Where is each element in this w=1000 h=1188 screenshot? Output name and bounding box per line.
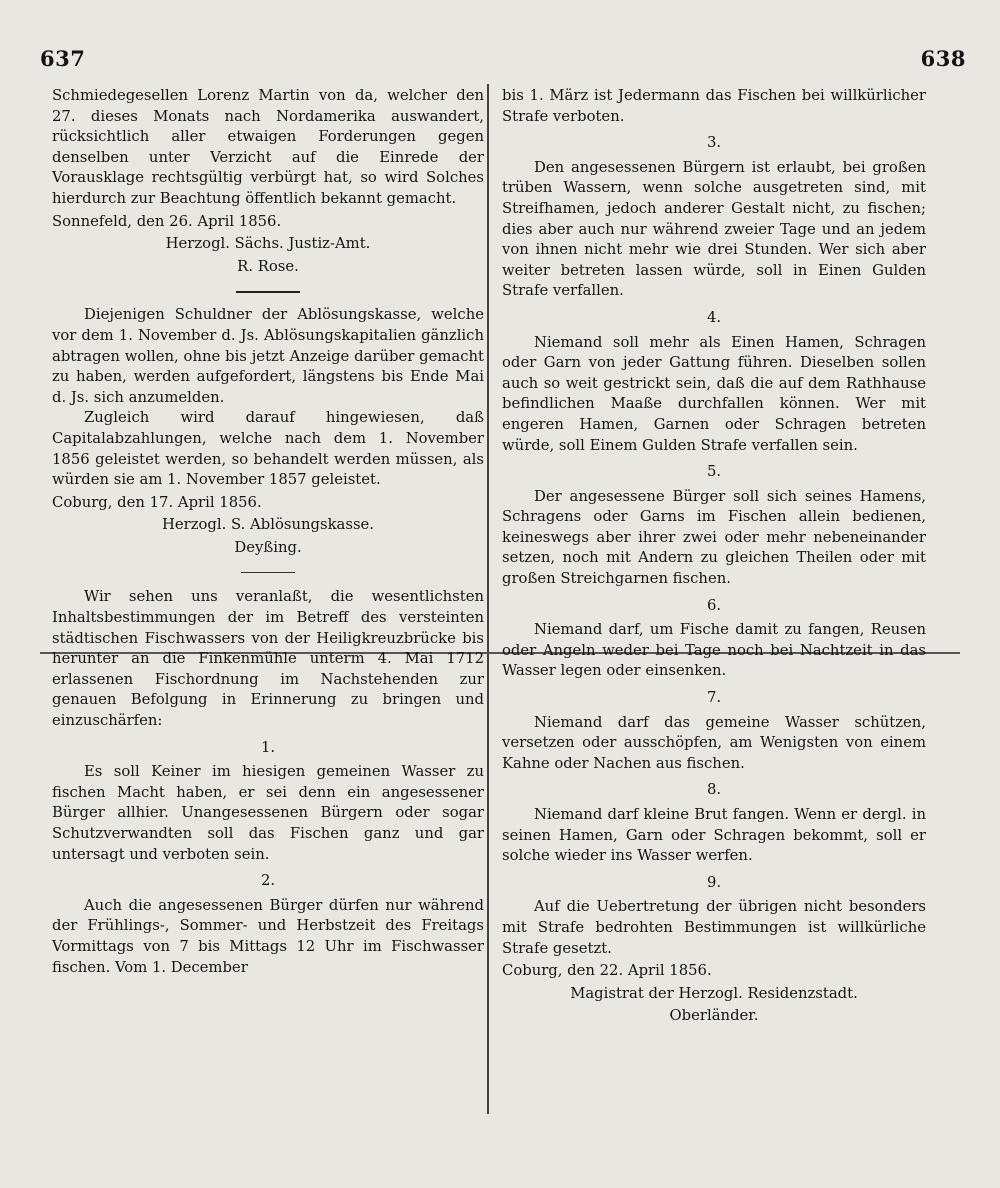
section-6-text: Niemand darf, um Fische damit zu fangen, Reusen oder Angeln weder bei Tage noch bei Nachtzeit in das Wasser legen oder einsenken. xyxy=(502,621,926,680)
section-2-number: 2. xyxy=(260,872,276,890)
section-7-text: Niemand darf das gemeine Wasser schützen, versetzen oder ausschöpfen, am Wenigsten von einem Kahne oder Nachen aus fischen. xyxy=(502,713,926,772)
section-2-text: Auch die angesessenen Bürger dürfen nur während der Frühlings-, Sommer- und Herbstzeit des Freitags Vormittags von 7 bis Mittags 12 Uhr im Fischwasser fischen. Vom 1. December xyxy=(52,896,484,976)
notice-debt-para2: Zugleich wird darauf hingewiesen, daß Capitalabzahlungen, welche nach dem 1. November 1856 geleistet werden, so behandelt werden müssen, als würden sie am 1. November 1857 geleistet. xyxy=(52,409,484,489)
notice-bail-authority: Herzogl. Sächs. Justiz-Amt. xyxy=(165,235,371,253)
notice-debt-date: Coburg, den 17. April 1856. xyxy=(52,493,262,511)
right-column xyxy=(502,86,926,1029)
notice-debt-authority: Herzogl. S. Ablösungskasse. xyxy=(161,516,375,534)
section-9-text: Auf die Uebertretung der übrigen nicht besonders mit Strafe bedrohten Bestimmungen ist willkürliche Strafe gesetzt. xyxy=(502,898,926,957)
section-3-text: Den angesessenen Bürgern ist erlaubt, bei großen trüben Wassern, wenn solche ausgetreten sind, mit Streifhamen, jedoch anderer Gestalt nicht, zu fischen; dies aber auch nur während zweier Tage und an jedem von ihnen nicht mehr wie drei Stunden. Wer sich aber weiter betreten lassen würde, soll in Einen Gulden Strafe verfallen. xyxy=(502,158,926,300)
column-divider xyxy=(487,84,489,1114)
fishing-notice-signature: Oberländer. xyxy=(669,1007,759,1025)
section-3-number: 3. xyxy=(706,134,722,152)
fishing-notice-date: Coburg, den 22. April 1856. xyxy=(502,962,712,980)
section-8-number: 8. xyxy=(706,781,722,799)
section-5-number: 5. xyxy=(706,463,722,481)
page-number-left: 637 xyxy=(40,46,86,71)
section-8-text: Niemand darf kleine Brut fangen. Wenn er dergl. in seinen Hamen, Garn oder Schragen bekommt, soll er solche wieder ins Wasser werfen. xyxy=(502,806,926,865)
separator xyxy=(236,291,300,293)
fishing-intro: Wir sehen uns veranlaßt, die wesentlichsten Inhaltsbestimmungen der im Betreff des versteinten städtischen Fischwassers von der Heiligkreuzbrücke bis herunter an die Finkenmühle unterm 4. Mai 1712 erlassenen Fischordnung im Nachstehenden zur genauen Befolgung in Erinnerung zu bringen und einzuschärfen: xyxy=(52,588,484,730)
section-7-number: 7. xyxy=(706,689,722,707)
page-number-right: 638 xyxy=(920,46,966,71)
section-6-number: 6. xyxy=(706,596,722,614)
notice-bail-signature: R. Rose. xyxy=(237,257,299,275)
section-5-text: Der angesessene Bürger soll sich seines Hamens, Schragens oder Garns im Fischen allein bedienen, keineswegs aber ihrer zwei oder mehr nebeneinander setzen, noch mit Andern zu gleichen Theilen oder mit großen Streichgarnen fischen. xyxy=(502,487,926,588)
notice-debt-para1: Diejenigen Schuldner der Ablösungskasse, welche vor dem 1. November d. Js. Ablösungskapitalien gänzlich abtragen wollen, ohne bis jetzt Anzeige darüber gemacht zu haben, werden aufgefordert, längstens bis Ende Mai d. Js. sich anzumelden. xyxy=(52,306,484,406)
notice-bail-date: Sonnefeld, den 26. April 1856. xyxy=(52,212,282,230)
section-1-text: Es soll Keiner im hiesigen gemeinen Wasser zu fischen Macht haben, er sei denn ein angesessener Bürger allhier. Unangesessenen Bürgern oder sogar Schutzverwandten soll das Fischen ganz und gar untersagt und verboten sein. xyxy=(52,763,484,863)
separator xyxy=(241,572,295,573)
section-4-text: Niemand soll mehr als Einen Hamen, Schragen oder Garn von jeder Gattung führen. Dieselben sollen auch so weit gestrickt sein, daß die auf dem Rathhause befindlichen Maaße durchfallen können. Wer mit engeren Hamen, Garnen oder Schragen betreten würde, soll Einem Gulden Strafe verfallen sein. xyxy=(502,333,926,454)
notice-debt-signature: Deyßing. xyxy=(234,538,302,556)
left-column xyxy=(52,86,484,978)
section-1-number: 1. xyxy=(260,738,276,756)
notice-bail-text: Schmiedegesellen Lorenz Martin von da, welcher den 27. dieses Monats nach Nordamerika auswandert, rücksichtlich aller etwaigen Forderungen gegen denselben unter Verzicht auf die Einrede der Vorausklage rechtsgültig verbürgt hat, so wird Solches hierdurch zur Beachtung öffentlich bekannt gemacht. xyxy=(52,87,484,207)
section-9-number: 9. xyxy=(706,873,722,891)
fishing-notice-authority: Magistrat der Herzogl. Residenzstadt. xyxy=(570,984,858,1002)
section-2-continued: bis 1. März ist Jedermann das Fischen bei willkürlicher Strafe verboten. xyxy=(502,87,926,125)
section-4-number: 4. xyxy=(706,308,722,326)
